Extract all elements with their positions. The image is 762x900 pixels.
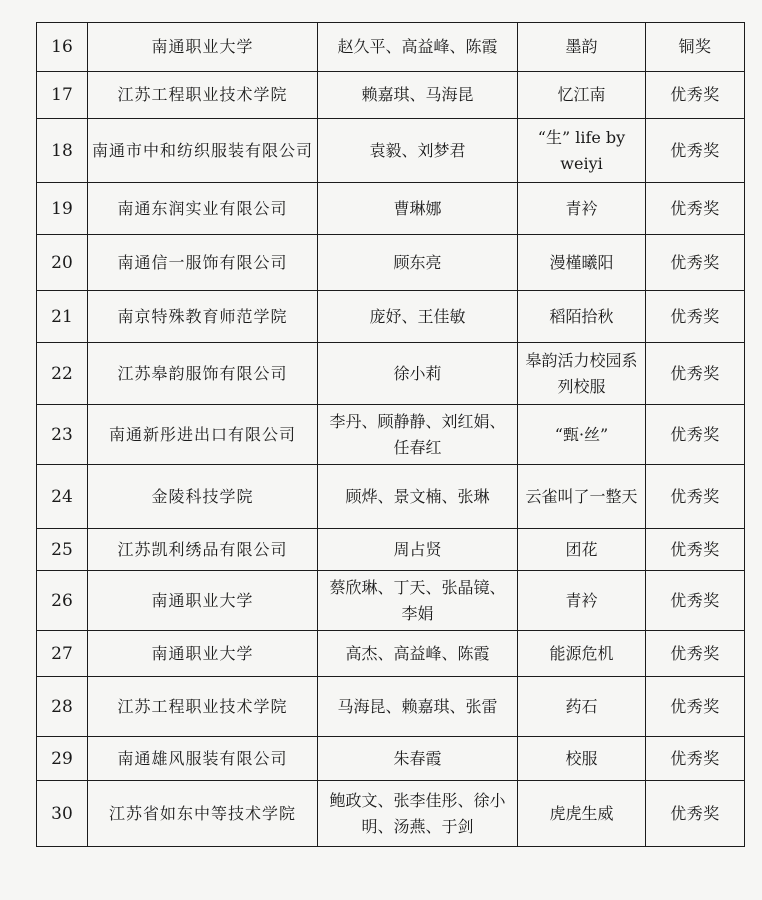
unit-cell: 江苏皋韵服饰有限公司	[88, 343, 318, 405]
authors-cell: 赵久平、高益峰、陈霞	[318, 23, 518, 72]
authors-cell: 袁毅、刘梦君	[318, 119, 518, 183]
work-cell: 青衿	[518, 571, 646, 631]
table-row	[37, 405, 745, 465]
table-row	[37, 183, 745, 235]
authors-cell: 李丹、顾静静、刘红娟、任春红	[318, 405, 518, 465]
row-number: 20	[37, 235, 88, 291]
table-row	[37, 631, 745, 677]
authors-cell: 鲍政文、张李佳彤、徐小明、汤燕、于剑	[318, 781, 518, 847]
unit-cell: 南通东润实业有限公司	[88, 183, 318, 235]
row-number: 28	[37, 677, 88, 737]
unit-cell: 金陵科技学院	[88, 465, 318, 529]
table-row	[37, 119, 745, 183]
award-table	[36, 22, 745, 847]
row-number: 17	[37, 72, 88, 119]
unit-cell: 南通职业大学	[88, 631, 318, 677]
row-number: 18	[37, 119, 88, 183]
award-cell: 优秀奖	[646, 183, 745, 235]
work-cell: 稻陌拾秋	[518, 291, 646, 343]
work-cell: “甄·丝”	[518, 405, 646, 465]
authors-cell: 蔡欣琳、丁天、张晶镜、李娟	[318, 571, 518, 631]
work-cell: 云雀叫了一整天	[518, 465, 646, 529]
table-row	[37, 72, 745, 119]
authors-cell: 曹琳娜	[318, 183, 518, 235]
authors-cell: 朱春霞	[318, 737, 518, 781]
authors-cell: 顾烨、景文楠、张琳	[318, 465, 518, 529]
award-cell: 优秀奖	[646, 677, 745, 737]
authors-cell: 庞妤、王佳敏	[318, 291, 518, 343]
work-cell: 皋韵活力校园系列校服	[518, 343, 646, 405]
row-number: 29	[37, 737, 88, 781]
award-cell: 优秀奖	[646, 291, 745, 343]
work-cell: 漫槿曦阳	[518, 235, 646, 291]
unit-cell: 南通职业大学	[88, 571, 318, 631]
row-number: 22	[37, 343, 88, 405]
work-cell: 虎虎生威	[518, 781, 646, 847]
authors-cell: 赖嘉琪、马海昆	[318, 72, 518, 119]
award-cell: 优秀奖	[646, 405, 745, 465]
authors-cell: 徐小莉	[318, 343, 518, 405]
row-number: 26	[37, 571, 88, 631]
row-number: 21	[37, 291, 88, 343]
authors-cell: 顾东亮	[318, 235, 518, 291]
award-cell: 优秀奖	[646, 235, 745, 291]
authors-cell: 周占贤	[318, 529, 518, 571]
table-row	[37, 781, 745, 847]
row-number: 27	[37, 631, 88, 677]
work-cell: 团花	[518, 529, 646, 571]
unit-cell: 南通职业大学	[88, 23, 318, 72]
table-row	[37, 343, 745, 405]
award-cell: 优秀奖	[646, 529, 745, 571]
award-cell: 优秀奖	[646, 781, 745, 847]
award-cell: 优秀奖	[646, 737, 745, 781]
unit-cell: 南通信一服饰有限公司	[88, 235, 318, 291]
table-row	[37, 291, 745, 343]
unit-cell: 江苏工程职业技术学院	[88, 677, 318, 737]
row-number: 16	[37, 23, 88, 72]
award-cell: 铜奖	[646, 23, 745, 72]
award-cell: 优秀奖	[646, 72, 745, 119]
table-row	[37, 465, 745, 529]
table-row	[37, 529, 745, 571]
table-row	[37, 235, 745, 291]
unit-cell: 江苏工程职业技术学院	[88, 72, 318, 119]
unit-cell: 江苏凯利绣品有限公司	[88, 529, 318, 571]
award-cell: 优秀奖	[646, 119, 745, 183]
unit-cell: 南通雄风服装有限公司	[88, 737, 318, 781]
row-number: 23	[37, 405, 88, 465]
work-cell: 忆江南	[518, 72, 646, 119]
work-cell: 青衿	[518, 183, 646, 235]
row-number: 19	[37, 183, 88, 235]
work-cell: 药石	[518, 677, 646, 737]
work-cell: 能源危机	[518, 631, 646, 677]
table-row	[37, 23, 745, 72]
work-cell: 校服	[518, 737, 646, 781]
work-cell: 墨韵	[518, 23, 646, 72]
unit-cell: 南通新彤进出口有限公司	[88, 405, 318, 465]
award-cell: 优秀奖	[646, 571, 745, 631]
row-number: 30	[37, 781, 88, 847]
award-cell: 优秀奖	[646, 465, 745, 529]
work-cell: “生” life by weiyi	[518, 119, 646, 183]
award-cell: 优秀奖	[646, 631, 745, 677]
unit-cell: 江苏省如东中等技术学院	[88, 781, 318, 847]
table-row	[37, 737, 745, 781]
unit-cell: 南通市中和纺织服装有限公司	[88, 119, 318, 183]
authors-cell: 马海昆、赖嘉琪、张雷	[318, 677, 518, 737]
row-number: 25	[37, 529, 88, 571]
unit-cell: 南京特殊教育师范学院	[88, 291, 318, 343]
authors-cell: 高杰、高益峰、陈霞	[318, 631, 518, 677]
table-row	[37, 571, 745, 631]
award-cell: 优秀奖	[646, 343, 745, 405]
row-number: 24	[37, 465, 88, 529]
table-row	[37, 677, 745, 737]
